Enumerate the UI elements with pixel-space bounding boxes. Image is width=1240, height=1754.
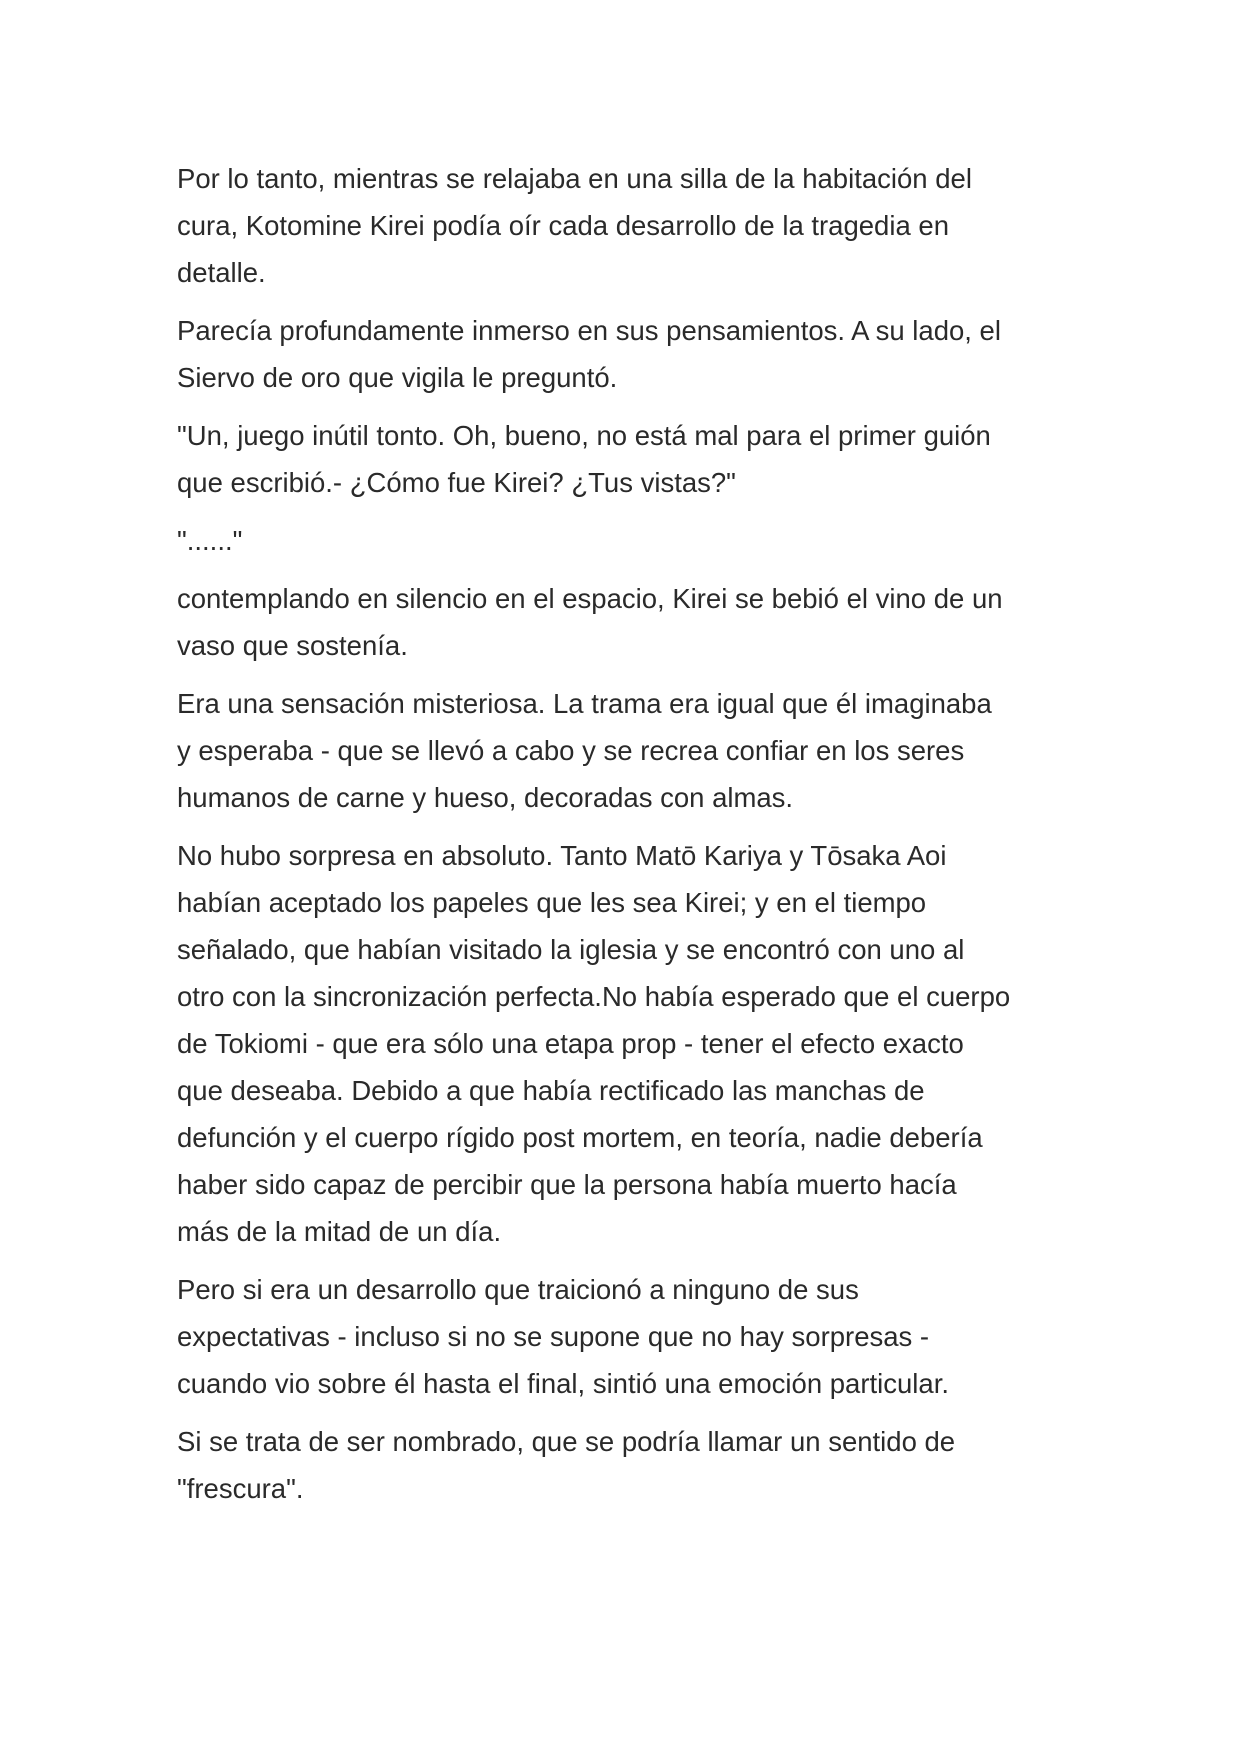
paragraph: "Un, juego inútil tonto. Oh, bueno, no está mal para el primer guión que escribió.- ¿Cómo fue Kirei? ¿Tus vistas?" xyxy=(177,420,991,498)
paragraph: No hubo sorpresa en absoluto. Tanto Matō Kariya y Tōsaka Aoi habían aceptado los papeles que les sea Kirei; y en el tiempo señalado, que habían visitado la iglesia y se encontró con uno al otro con la sincronización perfecta.No había esperado que el cuerpo de Tokiomi - que era sólo una etapa prop - tener el efecto exacto que deseaba. Debido a que había rectificado las manchas de defunción y el cuerpo rígido post mortem, en teoría, nadie debería haber sido capaz de percibir que la persona había muerto hacía más de la mitad de un día. xyxy=(177,840,1011,1247)
paragraph: Si se trata de ser nombrado, que se podría llamar un sentido de "frescura". xyxy=(177,1426,956,1504)
paragraph: Era una sensación misteriosa. La trama era igual que él imaginaba y esperaba - que se llevó a cabo y se recrea confiar en los seres humanos de carne y hueso, decoradas con almas. xyxy=(177,688,992,813)
body-text xyxy=(177,155,1077,1523)
paragraph: contemplando en silencio en el espacio, Kirei se bebió el vino de un vaso que sostenía. xyxy=(177,583,1003,661)
paragraph: Pero si era un desarrollo que traicionó a ninguno de sus expectativas - incluso si no se supone que no hay sorpresas - cuando vio sobre él hasta el final, sintió una emoción particular. xyxy=(177,1274,949,1399)
paragraph: Por lo tanto, mientras se relajaba en una silla de la habitación del cura, Kotomine Kirei podía oír cada desarrollo de la tragedia en detalle. xyxy=(177,163,972,288)
paragraph: "......" xyxy=(177,525,243,556)
paragraph: Parecía profundamente inmerso en sus pensamientos. A su lado, el Siervo de oro que vigila le preguntó. xyxy=(177,315,1001,393)
